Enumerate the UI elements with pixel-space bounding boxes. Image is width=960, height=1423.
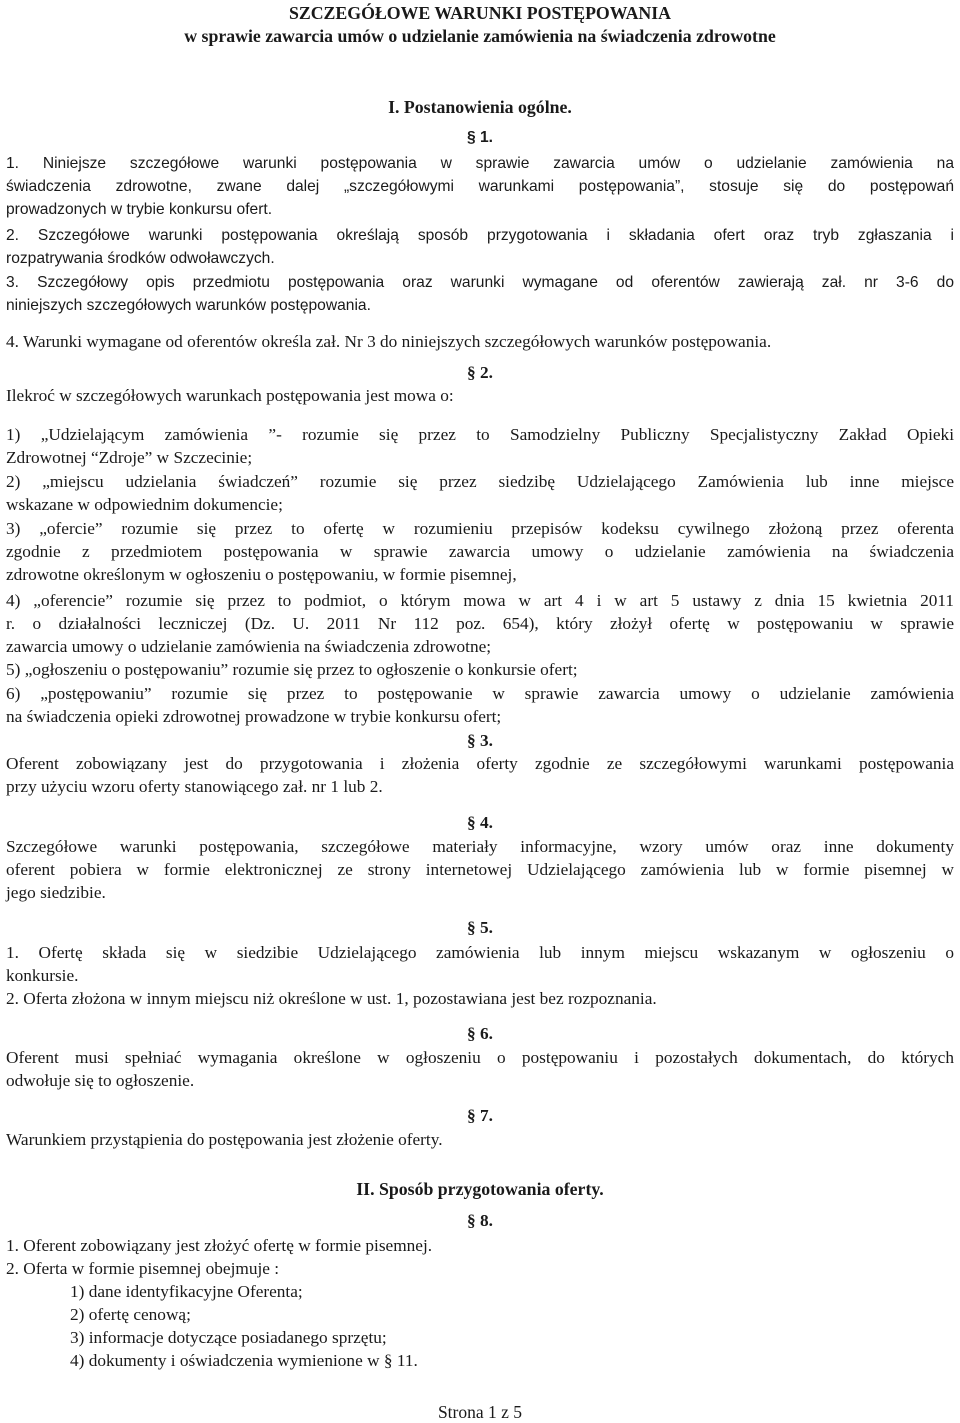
- text-line: niniejszych szczegółowych warunków postępowania.: [6, 297, 371, 314]
- paragraph-4-text: [6, 835, 954, 904]
- text-line: 3. Szczegółowy opis przedmiotu postępowania oraz warunki wymagane od oferentów zawierają zał. nr 3-6 do: [6, 274, 954, 291]
- text-line: 3) „ofercie” rozumie się przez to ofertę w rozumieniu przepisów kodeksu cywilnego złożoną przez oferenta: [6, 519, 954, 538]
- text-line: 4) „oferencie” rozumie się przez to podmiot, o którym mowa w art 4 i w art 5 ustawy z dnia 15 kwietnia 2011: [6, 591, 954, 610]
- text-line: 5) „ogłoszeniu o postępowaniu” rozumie się przez to ogłoszenie o konkursie ofert;: [6, 660, 578, 679]
- text-line: 6) „postępowaniu” rozumie się przez to postępowanie w sprawie zawarcia umowy o udzielanie zamówienia: [6, 684, 954, 703]
- definition-6: [6, 682, 954, 728]
- text-line: 1. Niniejsze szczegółowe warunki postępowania w sprawie zawarcia umów o udzielanie zamówienia na: [6, 155, 954, 172]
- text-line: Oferent musi spełniać wymagania określone w ogłoszeniu o postępowaniu i pozostałych dokumentach, do których: [6, 1048, 954, 1067]
- clause-1-2: [6, 224, 954, 270]
- paragraph-7-text: [6, 1128, 954, 1151]
- list-item: 3) informacje dotyczące posiadanego sprzętu;: [70, 1328, 387, 1347]
- section-sign: §: [467, 1211, 476, 1230]
- text-line: rozpatrywania środków odwoławczych.: [6, 250, 275, 267]
- paragraph-number-2: § 2.: [467, 363, 493, 382]
- text-line: 1. Ofertę składa się w siedzibie Udzielającego zamówienia lub innym miejscu wskazanym w ogłoszeniu o: [6, 943, 954, 962]
- document-title: SZCZEGÓŁOWE WARUNKI POSTĘPOWANIA: [288, 3, 672, 23]
- list-item: 2) ofertę cenową;: [70, 1305, 191, 1324]
- definition-5: [6, 658, 954, 681]
- definition-1: [6, 423, 954, 469]
- paragraph-number-3: § 3.: [467, 731, 493, 750]
- text-line: Oferent zobowiązany jest do przygotowania i złożenia oferty zgodnie ze szczegółowymi warunkami postępowania: [6, 754, 954, 773]
- offer-contents-list: [70, 1280, 954, 1372]
- paragraph-6-text: [6, 1046, 954, 1092]
- list-item: 4) dokumenty i oświadczenia wymienione w § 11.: [70, 1351, 418, 1370]
- text-line: zgodnie z przedmiotem postępowania w sprawie zawarcia umowy o udzielanie zamówienia na świadczenia: [6, 542, 954, 561]
- paragraph-number-8: § 8.: [467, 1211, 493, 1230]
- paragraph-5-clause-1: [6, 941, 954, 987]
- page-number: Strona 1 z 5: [437, 1402, 523, 1422]
- clause-1-1: [6, 152, 954, 221]
- clause-1-3: [6, 271, 954, 317]
- paragraph-number-4: § 4.: [467, 813, 493, 832]
- section-sign: §: [467, 813, 476, 832]
- text-line: Zdrowotnej “Zdroje” w Szczecinie;: [6, 448, 253, 467]
- paragraph-number-7: § 7.: [467, 1106, 493, 1125]
- definition-2: [6, 470, 954, 516]
- text-line: odwołuje się to ogłoszenie.: [6, 1071, 195, 1090]
- definition-4: [6, 589, 954, 658]
- text-line: 1) „Udzielającym zamówienia ”- rozumie się przez to Samodzielny Publiczny Specjalistyczny Zakład Opieki: [6, 425, 954, 444]
- text-line: 2. Szczegółowe warunki postępowania określają sposób przygotowania i składania ofert oraz tryb zgłaszania i: [6, 227, 954, 244]
- list-item: 1) dane identyfikacyjne Oferenta;: [70, 1282, 303, 1301]
- text-line: 2) „miejscu udzielania świadczeń” rozumie się przez siedzibę Udzielającego Zamówienia lub inne miejsce: [6, 472, 954, 491]
- text-line: 4. Warunki wymagane od oferentów określa zał. Nr 3 do niniejszych szczegółowych warunków postępowania.: [6, 332, 772, 351]
- section-sign: §: [466, 129, 476, 146]
- definitions-intro: [6, 384, 954, 407]
- text-line: konkursie.: [6, 966, 79, 985]
- section-sign: §: [467, 1106, 476, 1125]
- text-line: jego siedzibie.: [6, 883, 106, 902]
- text-line: 1. Oferent zobowiązany jest złożyć ofertę w formie pisemnej.: [6, 1236, 433, 1255]
- section-heading-2: II. Sposób przygotowania oferty.: [356, 1179, 604, 1199]
- text-line: prowadzonych w trybie konkursu ofert.: [6, 201, 273, 218]
- paragraph-number-5: § 5.: [467, 918, 493, 937]
- text-line: świadczenia zdrowotne, zwane dalej „szczegółowymi warunkami postępowania”, stosuje się do postępowań: [6, 178, 954, 195]
- section-sign: §: [467, 918, 476, 937]
- text-line: wskazane w odpowiednim dokumencie;: [6, 495, 283, 514]
- clause-1-4: [6, 330, 954, 353]
- paragraph-8-clause-2: [6, 1257, 954, 1280]
- document-subtitle: w sprawie zawarcia umów o udzielanie zamówienia na świadczenia zdrowotne: [184, 26, 776, 46]
- text-line: Ilekroć w szczegółowych warunkach postępowania jest mowa o:: [6, 386, 454, 405]
- text-line: 2. Oferta w formie pisemnej obejmuje :: [6, 1259, 280, 1278]
- paragraph-8-clause-1: [6, 1234, 954, 1257]
- section-sign: §: [467, 1024, 476, 1043]
- text-line: 2. Oferta złożona w innym miejscu niż określone w ust. 1, pozostawiana jest bez rozpoznania.: [6, 989, 657, 1008]
- paragraph-3-text: [6, 752, 954, 798]
- section-sign: §: [467, 363, 476, 382]
- text-line: oferent pobiera w formie elektronicznej ze strony internetowej Udzielającego zamówienia lub w formie pisemnej w: [6, 860, 954, 879]
- paragraph-number-1: § 1.: [466, 129, 494, 146]
- text-line: r. o działalności leczniczej (Dz. U. 2011 Nr 112 poz. 654), który złożył ofertę w postępowaniu w sprawie: [6, 614, 954, 633]
- text-line: Szczegółowe warunki postępowania, szczegółowe materiały informacyjne, wzory umów oraz inne dokumenty: [6, 837, 954, 856]
- text-line: na świadczenia opieki zdrowotnej prowadzone w trybie konkursu ofert;: [6, 707, 502, 726]
- paragraph-5-clause-2: [6, 987, 954, 1010]
- text-line: zawarcia umowy o udzielanie zamówienia na świadczenia zdrowotne;: [6, 637, 492, 656]
- definition-3: [6, 517, 954, 586]
- section-sign: §: [467, 731, 476, 750]
- text-line: zdrowotne określonym w ogłoszeniu o postępowaniu, w formie pisemnej,: [6, 565, 517, 584]
- paragraph-number-6: § 6.: [467, 1024, 493, 1043]
- text-line: przy użyciu wzoru oferty stanowiącego zał. nr 1 lub 2.: [6, 777, 383, 796]
- section-heading-1: I. Postanowienia ogólne.: [388, 97, 572, 117]
- text-line: Warunkiem przystąpienia do postępowania jest złożenie oferty.: [6, 1130, 443, 1149]
